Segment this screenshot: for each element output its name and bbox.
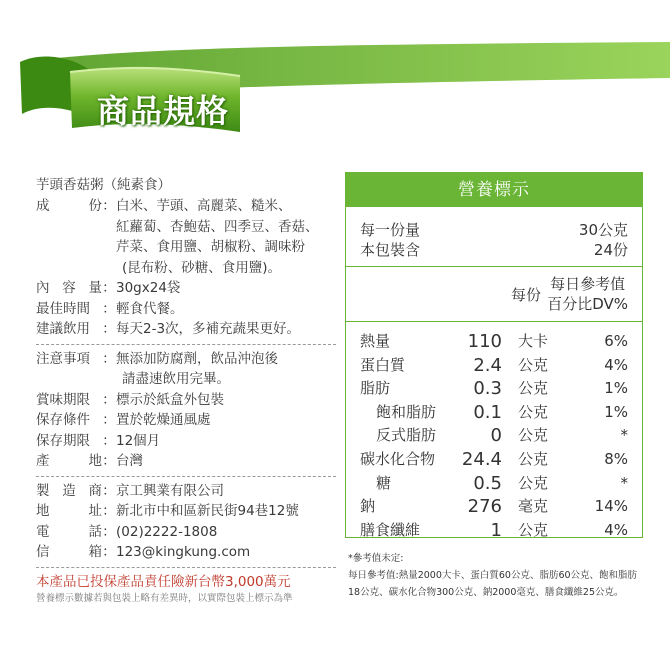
- expiry-label: 賞味期限: [36, 391, 90, 408]
- maker-label: 製 造 商: [36, 482, 102, 499]
- per-serving-label: 每份: [511, 286, 542, 304]
- serving-label: 每一份量: [360, 221, 421, 239]
- nutrition-row: 反式脂肪 0 公克 *: [376, 425, 628, 447]
- nutrition-rows: [346, 322, 642, 542]
- nutrition-row: 蛋白質 2.4 公克 4%: [360, 354, 628, 376]
- divider: [36, 344, 336, 345]
- shelf-value: 12個月: [116, 432, 161, 449]
- ingredients-row: 成 份 ： 白米、芋頭、高麗菜、糙米、: [36, 196, 336, 217]
- shelf-row: 保存期限 ： 12個月: [36, 431, 336, 452]
- banner-title: 商品規格: [97, 92, 230, 130]
- serving-info: [346, 207, 642, 267]
- daily-value-label: 每日參考值 百分比DV%: [547, 275, 628, 313]
- nutrition-row: 飽和脂肪 0.1 公克 1%: [376, 401, 628, 423]
- origin-label: 產 地: [36, 453, 102, 469]
- notice-row: 注意事項 ： 無添加防腐劑，飲品沖泡後: [36, 349, 336, 370]
- ingredients-line: 芹菜、食用鹽、胡椒粉、調味粉: [116, 239, 305, 255]
- best-time-row: 最佳時間 ： 輕食代餐。: [36, 299, 336, 320]
- product-title: 芋頭香菇粥（純素食）: [36, 177, 171, 193]
- disclaimer-text: 營養標示數據若與包裝上略有差異時，以實際包裝上標示為準: [36, 593, 293, 604]
- nutrition-column-header: [346, 267, 642, 322]
- shelf-label: 保存期限: [36, 432, 90, 449]
- expiry-row: 賞味期限 ： 標示於紙盒外包裝: [36, 390, 336, 411]
- note-title: *參考值未定:: [348, 553, 404, 564]
- address-label: 地 址: [36, 503, 102, 519]
- storage-row: 保存條件 ： 置於乾燥通風處: [36, 410, 336, 431]
- phone-row: 電 話 ： (02)2222-1808: [36, 522, 336, 543]
- nutrition-row: 碳水化合物 24.4 公克 8%: [360, 448, 628, 470]
- nutrition-row: 鈉 276 毫克 14%: [360, 496, 628, 518]
- divider: [36, 567, 336, 568]
- notice-label: 注意事項: [36, 350, 90, 367]
- ingredients-line: 紅蘿蔔、杏鮑菇、四季豆、香菇、: [116, 218, 319, 235]
- best-time-value: 輕食代餐。: [116, 300, 184, 317]
- nutrition-row: 熱量 110 大卡 6%: [360, 331, 628, 352]
- mail-row: 信 箱 ： 123@kingkung.com: [36, 542, 336, 563]
- package-value: 24份: [593, 241, 628, 259]
- serving-value: 30公克: [578, 221, 628, 239]
- maker-value: 京工興業有限公司: [116, 482, 224, 499]
- content-value: 30gx24袋: [116, 280, 181, 296]
- nutrition-row: 膳食纖維 1 公克 4%: [360, 519, 628, 541]
- divider: [36, 476, 336, 477]
- note-text: 每日參考值:熱量2000大卡、蛋白質60公克、脂肪60公克、飽和脂肪18公克、碳水化合物300公克、鈉2000毫克、膳食纖維25公克。: [348, 570, 638, 598]
- nutrition-table: [345, 172, 643, 541]
- mail-label: 信 箱: [36, 544, 102, 560]
- storage-value: 置於乾燥通風處: [116, 412, 211, 428]
- notice-line: 請盡速飲用完畢。: [122, 371, 230, 387]
- notice-line: 無添加防腐劑，飲品沖泡後: [116, 350, 278, 367]
- storage-label: 保存條件: [36, 412, 90, 428]
- phone-label: 電 話: [36, 523, 102, 540]
- phone-value: (02)2222-1808: [116, 523, 218, 540]
- nutrition-title: 營養標示: [346, 173, 642, 207]
- suggest-value: 每天2-3次，多補充蔬果更好。: [116, 321, 301, 337]
- insurance-text: 本產品已投保產品責任險新台幣3,000萬元: [36, 573, 291, 590]
- maker-row: 製 造 商 ： 京工興業有限公司: [36, 481, 336, 502]
- mail-value: 123@kingkung.com: [116, 544, 251, 560]
- ingredients-label: 成 份: [36, 198, 102, 214]
- expiry-value: 標示於紙盒外包裝: [116, 391, 224, 408]
- origin-row: 產 地 ： 台灣: [36, 451, 336, 472]
- suggest-label: 建議飲用: [36, 321, 90, 337]
- nutrition-row: 糖 0.5 公克 *: [376, 472, 628, 494]
- nutrition-row: 脂肪 0.3 公克 1%: [360, 378, 628, 400]
- best-time-label: 最佳時間: [36, 300, 90, 317]
- address-value: 新北市中和區新民街94巷12號: [116, 503, 299, 519]
- content-label: 內 容 量: [36, 280, 102, 296]
- content-row: 內 容 量 ： 30gx24袋: [36, 278, 336, 299]
- origin-value: 台灣: [116, 453, 143, 469]
- suggest-row: 建議飲用 ： 每天2-3次，多補充蔬果更好。: [36, 319, 336, 340]
- address-row: 地 址 ： 新北市中和區新民街94巷12號: [36, 501, 336, 522]
- ingredients-line: (昆布粉、砂糖、食用鹽)。: [122, 259, 282, 276]
- nutrition-note: [348, 550, 648, 601]
- product-spec: [36, 174, 336, 606]
- package-label: 本包裝含: [360, 241, 421, 259]
- ingredients-line: 白米、芋頭、高麗菜、糙米、: [116, 198, 292, 214]
